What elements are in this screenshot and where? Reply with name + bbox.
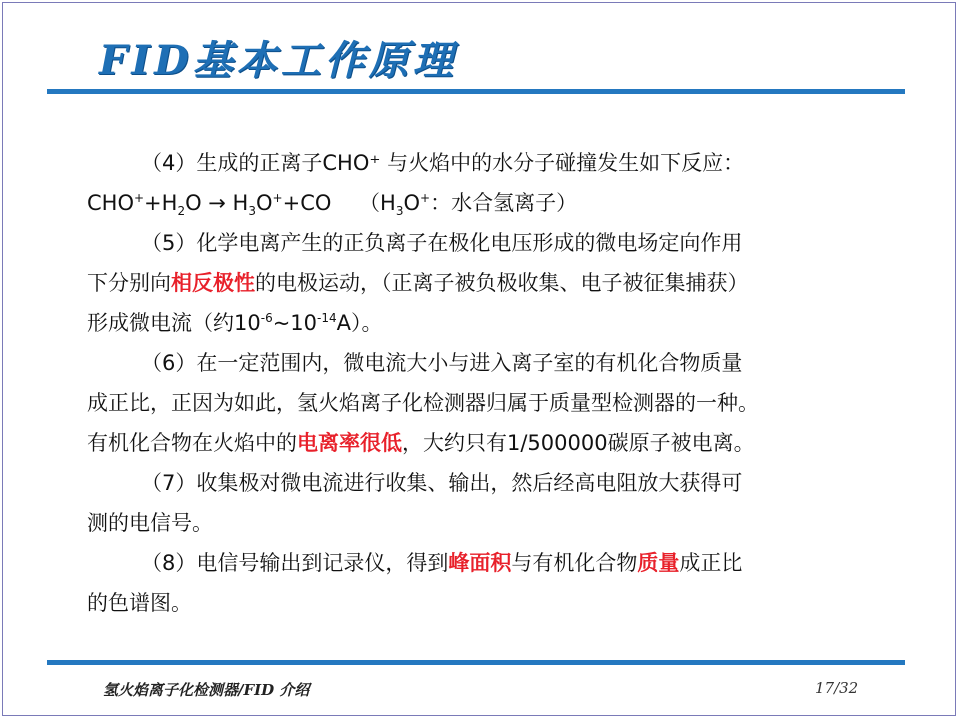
page-number: 17/32 — [815, 679, 859, 697]
eq-sub-2: 2 — [177, 204, 186, 218]
eq-o-2: O — [403, 191, 421, 215]
reaction-equation — [87, 183, 877, 223]
text-p6a: （6）在一定范围内，微电流大小与进入离子室的有机化合物质量 — [141, 351, 743, 375]
slide-body — [87, 143, 877, 623]
paragraph-6-line-1 — [87, 343, 877, 383]
paragraph-5-line-3 — [87, 303, 877, 343]
text-p8b: 的色谱图。 — [87, 591, 192, 615]
text-p5b-pre: 下分别向 — [87, 271, 171, 295]
text-p6c-post: ，大约只有1/500000碳原子被电离。 — [402, 431, 755, 455]
eq-o: O — [256, 191, 273, 215]
text-p5c-pre: 形成微电流（约10 — [87, 311, 261, 335]
eq-sup-plus-1: + — [133, 191, 145, 205]
footer-divider — [47, 660, 905, 665]
eq-sup-plus-2: + — [272, 191, 283, 205]
eq-sup-plus-3: + — [420, 191, 431, 205]
paragraph-4-line-1 — [87, 143, 877, 183]
text-p6b: 成正比，正因为如此，氢火焰离子化检测器归属于质量型检测器的一种。 — [87, 391, 759, 415]
text-p4a: （4）生成的正离子CHO⁺ 与火焰中的水分子碰撞发生如下反应： — [141, 151, 745, 175]
exp-minus-6: -6 — [260, 311, 273, 325]
text-p8a-mid: 与有机化合物 — [511, 551, 638, 575]
paragraph-6-line-3 — [87, 423, 877, 463]
text-p5c-post: A）。 — [336, 311, 383, 335]
paragraph-8-line-1 — [87, 543, 877, 583]
text-p7a: （7）收集极对微电流进行收集、输出，然后经高电阻放大获得可 — [141, 471, 743, 495]
highlight-opposite-polarity: 相反极性 — [171, 271, 255, 295]
paragraph-5-line-1 — [87, 223, 877, 263]
title-divider — [47, 89, 905, 94]
footer-title: 氢火焰离子化检测器/FID 介绍 — [103, 681, 310, 699]
text-p8a-post: 成正比 — [679, 551, 743, 575]
paragraph-8-line-2 — [87, 583, 877, 623]
paragraph-5-line-2 — [87, 263, 877, 303]
exp-minus-14: -14 — [317, 311, 337, 325]
text-p8a-pre: （8）电信号输出到记录仪，得到 — [141, 551, 449, 575]
eq-plus-co: +CO （H — [282, 191, 396, 215]
eq-cho: CHO — [87, 191, 134, 215]
eq-plus-h: +H — [144, 191, 178, 215]
highlight-mass: 质量 — [637, 551, 680, 575]
text-p5a: （5）化学电离产生的正负离子在极化电压形成的微电场定向作用 — [141, 231, 743, 255]
slide — [2, 2, 956, 716]
text-p5c-mid: ~10 — [272, 311, 318, 335]
paragraph-7-line-1 — [87, 463, 877, 503]
highlight-peak-area: 峰面积 — [448, 551, 512, 575]
slide-title: FID基本工作原理 — [99, 37, 457, 84]
eq-note: ：水合氢离子） — [430, 191, 578, 215]
text-p7b: 测的电信号。 — [87, 511, 213, 535]
eq-sub-3-2: 3 — [395, 204, 404, 218]
eq-sub-3-1: 3 — [248, 204, 256, 218]
eq-arrow-h: O → H — [185, 191, 249, 215]
text-p5b-post: 的电极运动，（正离子被负极收集、电子被征集捕获） — [255, 271, 749, 295]
paragraph-6-line-2 — [87, 383, 877, 423]
paragraph-7-line-2 — [87, 503, 877, 543]
highlight-low-ionization: 电离率很低 — [297, 431, 402, 455]
text-p6c-pre: 有机化合物在火焰中的 — [87, 431, 297, 455]
